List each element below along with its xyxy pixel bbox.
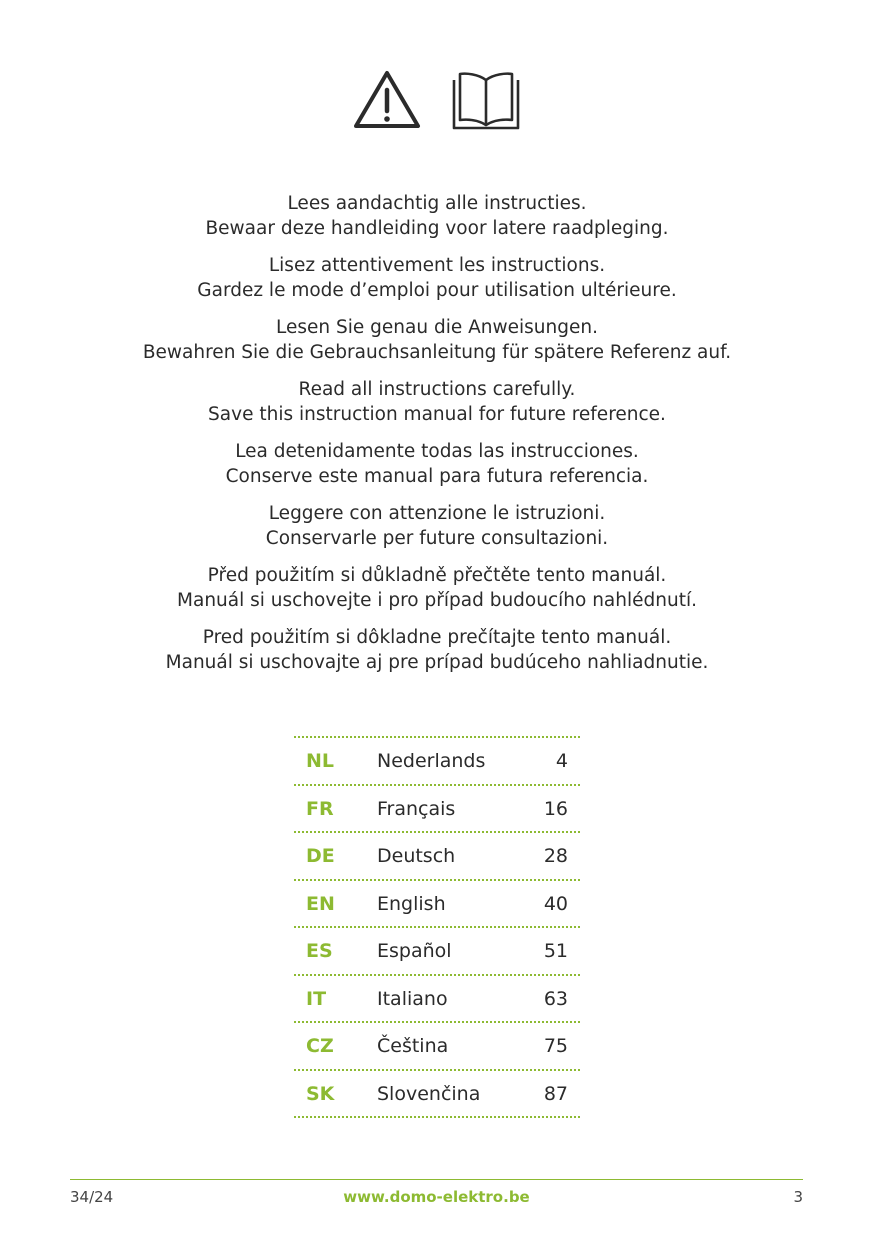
toc-row-cz[interactable] [294,1023,580,1071]
instruction-cz [0,563,874,613]
toc-page: 75 [543,1035,568,1057]
toc-language: English [377,892,446,915]
manual-book-icon [450,68,522,130]
toc-row-fr[interactable] [294,786,580,834]
instruction-line: Manuál si uschovejte i pro případ budoucího nahlédnutí. [177,590,697,611]
toc-code: SK [306,1082,335,1105]
toc-code: EN [306,892,335,915]
instruction-line: Pred použitím si dôkladne prečítajte tento manuál. [202,627,672,648]
instruction-line: Conservarle per future consultazioni. [265,528,609,549]
toc-language: Čeština [377,1035,449,1057]
toc-page: 4 [555,750,568,772]
toc-row-it[interactable] [294,976,580,1024]
instruction-line: Lees aandachtig alle instructies. [287,193,587,214]
toc-page: 28 [543,845,568,867]
instruction-line: Lea detenidamente todas las instrucciones. [235,441,639,462]
toc-language: Deutsch [377,845,456,867]
page-footer [70,1188,803,1212]
toc-language: Slovenčina [377,1082,481,1105]
toc-page: 40 [543,892,568,915]
toc-language: Español [377,940,452,962]
instruction-es [0,439,874,489]
toc-language: Italiano [377,987,448,1010]
toc-page: 16 [543,797,568,820]
instruction-line: Manuál si uschovajte aj pre prípad budúceho nahliadnutie. [165,652,709,673]
instruction-line: Lisez attentivement les instructions. [268,255,606,276]
page-number: 3 [793,1188,803,1206]
instruction-line: Leggere con attenzione le istruzioni. [268,503,606,524]
instruction-line: Save this instruction manual for future reference. [208,404,666,425]
footer-website-link[interactable]: www.domo-elektro.be [343,1188,530,1206]
warning-icon [352,68,422,130]
toc-row-sk[interactable] [294,1071,580,1119]
instruction-line: Bewaar deze handleiding voor latere raadpleging. [205,218,669,239]
instruction-line: Před použitím si důkladně přečtěte tento manuál. [207,565,667,586]
toc-page: 63 [543,987,568,1010]
toc-code: DE [306,845,335,867]
instruction-de [0,315,874,365]
instruction-nl [0,191,874,241]
toc-row-nl[interactable] [294,736,580,786]
instructions [0,191,874,687]
toc-code: CZ [306,1035,334,1057]
instruction-line: Read all instructions carefully. [298,379,576,400]
icon-row [0,68,874,130]
toc-row-es[interactable] [294,928,580,976]
instruction-en [0,377,874,427]
instruction-line: Conserve este manual para futura referencia. [225,466,649,487]
toc-code: FR [306,797,334,820]
toc-page: 51 [543,940,568,962]
toc-code: ES [306,940,333,962]
footer-divider [70,1179,803,1180]
toc-language: Nederlands [377,750,486,772]
instruction-sk [0,625,874,675]
toc-code: IT [306,987,327,1010]
toc-page: 87 [543,1082,568,1105]
toc-language: Français [377,797,456,820]
toc-row-en[interactable] [294,881,580,929]
instruction-line: Bewahren Sie die Gebrauchsanleitung für spätere Referenz auf. [142,342,732,363]
toc-row-de[interactable] [294,833,580,881]
toc-code: NL [306,750,335,772]
footer-doc-code: 34/24 [70,1188,114,1206]
instruction-it [0,501,874,551]
instruction-line: Lesen Sie genau die Anweisungen. [276,317,598,338]
instruction-fr [0,253,874,303]
table-of-contents [294,736,580,1118]
instruction-line: Gardez le mode d’emploi pour utilisation ultérieure. [197,280,677,301]
